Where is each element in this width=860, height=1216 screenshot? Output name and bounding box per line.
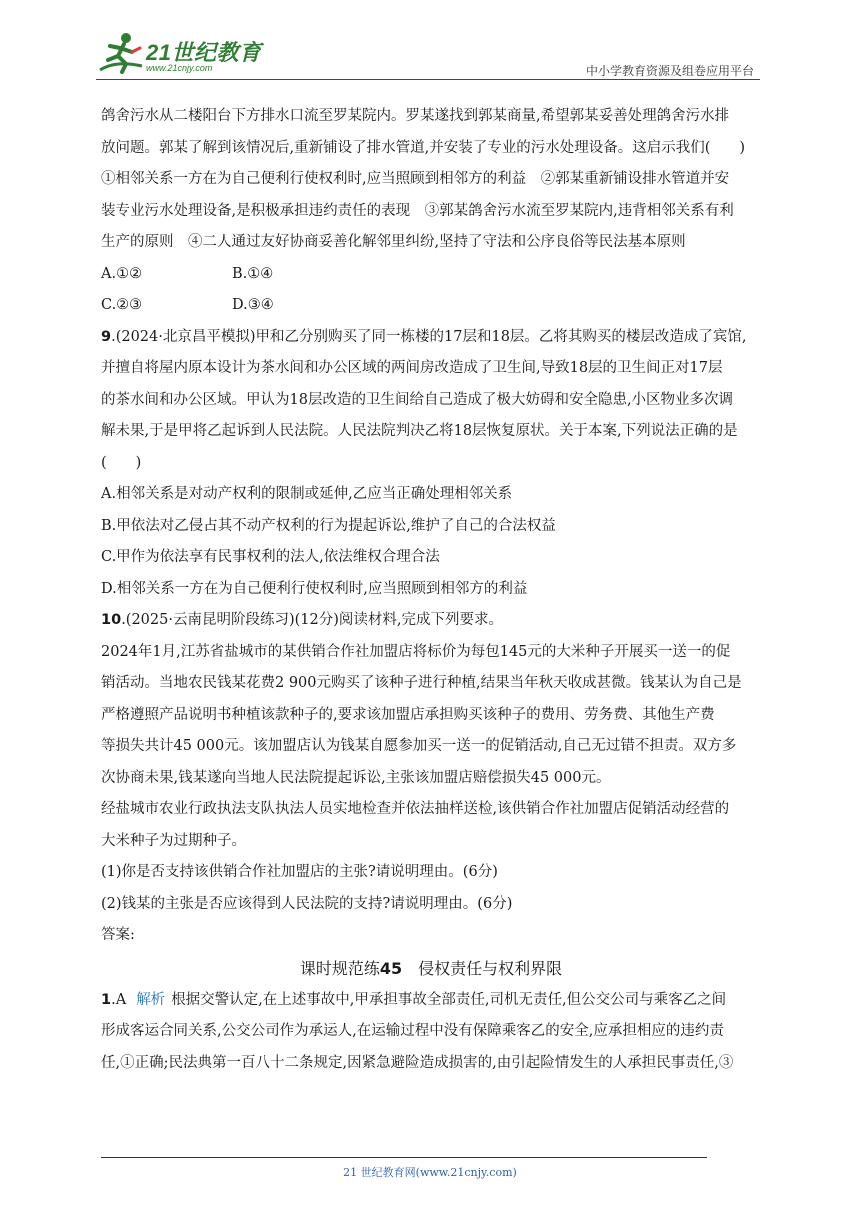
- question-number: 9: [101, 328, 112, 345]
- text-line: 形成客运合同关系,公交公司作为承运人,在运输过程中没有保障乘客乙的安全,应承担相应的违约责: [101, 1023, 724, 1039]
- site-logo: 21世纪教育 www.21cnjy.com: [96, 30, 266, 78]
- text-line: 任,①正确;民法典第一百八十二条规定,因紧急避险造成损害的,由引起险情发生的人承担民事责任,③: [101, 1054, 734, 1071]
- header-divider: [96, 79, 760, 80]
- option-a: A.相邻关系是对动产权利的限制或延伸,乙应当正确处理相邻关系: [101, 486, 513, 502]
- text-line: 次协商未果,钱某遂向当地人民法院提起诉讼,主张该加盟店赔偿损失45 000元。: [101, 769, 611, 786]
- option-row: [101, 292, 761, 318]
- text-line: 并擅自将屋内原本设计为茶水间和办公区域的两间房改造成了卫生间,导致18层的卫生间正对17层: [101, 360, 723, 376]
- sub-question-1: (1)你是否支持该供销合作社加盟店的主张?请说明理由。(6分): [101, 864, 498, 880]
- option-c: C.②③: [101, 297, 143, 313]
- document-body: [101, 103, 761, 1081]
- runner-logo-icon: [96, 30, 148, 78]
- question-9: [101, 324, 761, 602]
- text-line: 销活动。当地农民钱某花费2 900元购买了该种子进行种植,结果当年秋天收成甚微。钱某认为自己是: [101, 675, 742, 691]
- text-line: ( ): [101, 454, 142, 471]
- text-line: 等损失共计45 000元。该加盟店认为钱某自愿参加买一送一的促销活动,自己无过错不担责。双方多: [101, 738, 737, 754]
- text-line: 经盐城市农业行政执法支队执法人员实地检查并依法抽样送检,该供销合作社加盟店促销活动经营的: [101, 801, 730, 817]
- text-line: 鸽舍污水从二楼阳台下方排水口流至罗某院内。罗某遂找到郭某商量,希望郭某妥善处理鸽舍污水排: [101, 108, 730, 124]
- option-row: [101, 261, 761, 287]
- option-b: B.①④: [232, 265, 274, 282]
- option-a: A.①②: [101, 265, 143, 282]
- answer-label: 答案:: [101, 927, 135, 943]
- question-10: [101, 607, 761, 948]
- page-footer: 21 世纪教育网(www.21cnjy.com): [343, 1166, 517, 1179]
- text-line: 解未果,于是甲将乙起诉到人民法院。人民法院判决乙将18层恢复原状。关于本案,下列说法正确的是: [101, 423, 738, 439]
- text-line: 的茶水间和办公区域。甲认为18层改造的卫生间给自己造成了极大妨碍和安全隐患,小区物业多次调: [101, 391, 734, 408]
- answer-1: [101, 987, 761, 1076]
- text-line: 严格遵照产品说明书种植该款种子的,要求该加盟店承担购买该种子的费用、劳务费、其他生产费: [101, 706, 715, 723]
- question-head: 10.(2025·云南昆明阶段练习)(12分)阅读材料,完成下列要求。: [101, 612, 503, 628]
- text-line: 放问题。郭某了解到该情况后,重新铺设了排水管道,并安装了专业的污水处理设备。这启示我们( ): [101, 139, 746, 156]
- sub-question-2: (2)钱某的主张是否应该得到人民法院的支持?请说明理由。(6分): [101, 895, 513, 912]
- option-b: B.甲依法对乙侵占其不动产权利的行为提起诉讼,维护了自己的合法权益: [101, 517, 556, 534]
- footer-divider: [101, 1157, 707, 1158]
- question-head: 9.(2024·北京昌平模拟)甲和乙分别购买了同一栋楼的17层和18层。乙将其购买的楼层改造成了宾馆,: [101, 328, 747, 345]
- text-line: 2024年1月,江苏省盐城市的某供销合作社加盟店将标价为每包145元的大米种子开展买一送一的促: [101, 643, 731, 660]
- text-line: 大米种子为过期种子。: [101, 832, 246, 849]
- text-line: ①相邻关系一方在为自己便利行使权利时,应当照顾到相邻方的利益 ②郭某重新铺设排水管道并安: [101, 171, 730, 187]
- option-d: D.③④: [232, 297, 274, 313]
- text-line: 生产的原则 ④二人通过友好协商妥善化解邻里纠纷,坚持了守法和公序良俗等民法基本原则: [101, 234, 686, 250]
- option-c: C.甲作为依法享有民事权利的法人,依法维权合理合法: [101, 549, 440, 565]
- answer-number: 1: [101, 991, 112, 1008]
- question-number: 10: [101, 612, 122, 628]
- section-title: 课时规范练45 侵权责任与权利界限: [299, 958, 563, 978]
- platform-label: 中小学教育资源及组卷应用平台: [585, 64, 754, 78]
- answer-head: 1.A 解析 根据交警认定,在上述事故中,甲承担事故全部责任,司机无责任,但公交公司与乘客乙之间: [101, 991, 727, 1008]
- text-line: 装专业污水处理设备,是积极承担违约责任的表现 ③郭某鸽舍污水流至罗某院内,违背相邻关系有利: [101, 202, 734, 219]
- option-d: D.相邻关系一方在为自己便利行使权利时,应当照顾到相邻方的利益: [101, 580, 528, 597]
- analysis-label: 解析: [136, 991, 166, 1008]
- question-8: [101, 103, 761, 318]
- page-header: [96, 30, 760, 82]
